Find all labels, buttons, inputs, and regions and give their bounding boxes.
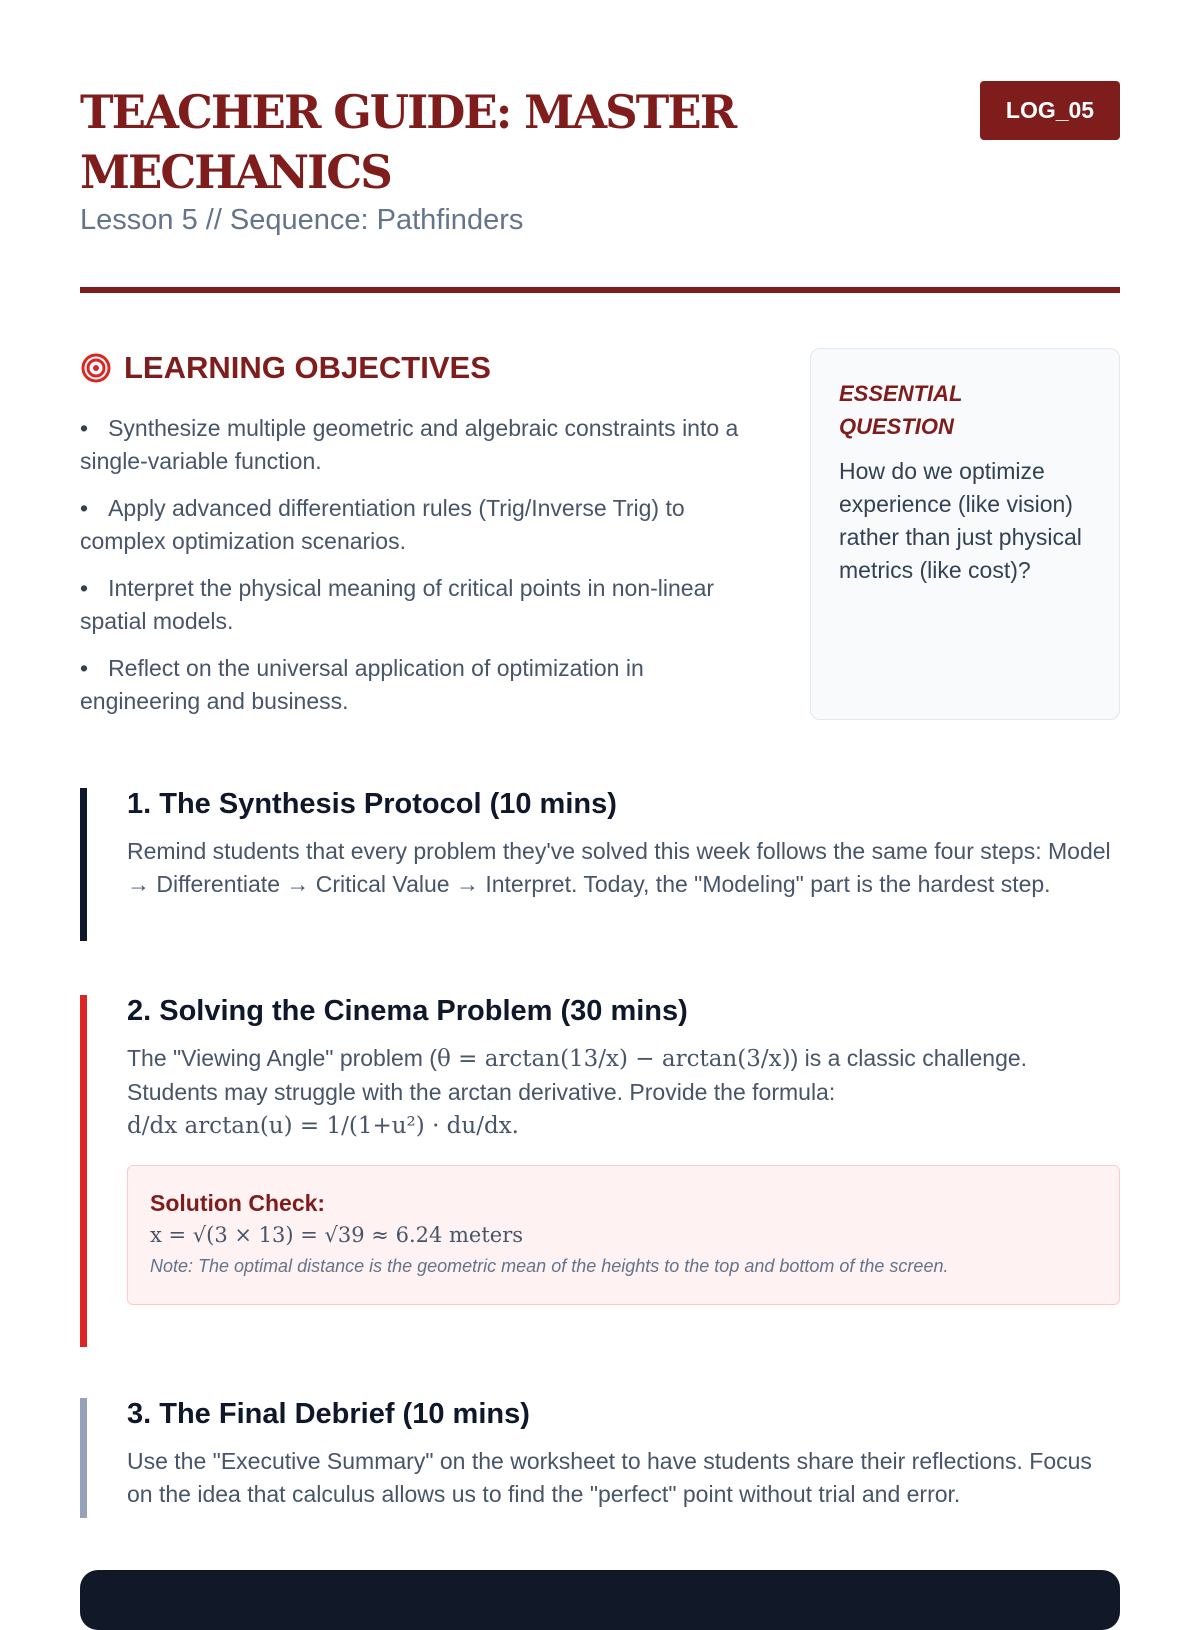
- objectives-title: LEARNING OBJECTIVES: [124, 350, 491, 385]
- essential-question-heading: ESSENTIAL QUESTION: [839, 381, 963, 439]
- objectives-list: [80, 412, 760, 732]
- solution-formula: x = √(3 × 13) = √39 ≈ 6.24 meters: [150, 1223, 524, 1247]
- header-divider: [80, 287, 1120, 293]
- section-cinema: [80, 995, 1120, 1347]
- footer-panel: [80, 1570, 1120, 1630]
- section-title: 3. The Final Debrief (10 mins): [127, 1398, 530, 1430]
- essential-question-text: How do we optimize experience (like vision) rather than just physical metrics (like cost)?: [839, 458, 1082, 583]
- objective-item: • Interpret the physical meaning of critical points in non-linear spatial models.: [80, 572, 760, 638]
- section-text: Remind students that every problem they've solved this week follows the same four steps: Model → Differentiate → Critical Value → Interpret. Today, the "Modeling" part is the hardest step.: [127, 838, 1111, 897]
- essential-question-card: [810, 348, 1120, 720]
- objective-item: • Synthesize multiple geometric and algebraic constraints into a single-variable function.: [80, 412, 760, 478]
- section-title: 2. Solving the Cinema Problem (30 mins): [127, 995, 688, 1027]
- section-debrief: [80, 1398, 1120, 1518]
- section-text: Use the "Executive Summary" on the worksheet to have students share their reflections. Focus on the idea that calculus allows us to find the "perfect" point without trial and error.: [127, 1448, 1092, 1507]
- objectives-heading: [80, 350, 491, 386]
- text-part: The "Viewing Angle" problem (: [127, 1045, 437, 1071]
- section-synthesis: [80, 788, 1120, 941]
- viewing-angle-formula: θ = arctan(13/x) − arctan(3/x): [436, 1046, 791, 1072]
- lesson-badge: LOG_05: [980, 81, 1120, 140]
- objective-item: • Apply advanced differentiation rules (Trig/Inverse Trig) to complex optimization scenarios.: [80, 492, 760, 558]
- section-text: [127, 1042, 1120, 1143]
- solution-note: Note: The optimal distance is the geometric mean of the heights to the top and bottom of the screen.: [150, 1256, 949, 1276]
- section-title: 1. The Synthesis Protocol (10 mins): [127, 788, 617, 820]
- objective-item: • Reflect on the universal application of optimization in engineering and business.: [80, 652, 760, 718]
- text-part: ) is a classic challenge. Students may struggle with the arctan derivative. Provide the formula:: [127, 1045, 1028, 1105]
- target-icon: [80, 352, 112, 384]
- page-title: TEACHER GUIDE: MASTER MECHANICS: [80, 85, 736, 199]
- solution-heading: Solution Check:: [150, 1190, 326, 1216]
- arctan-derivative-formula: d/dx arctan(u) = 1/(1+u²) · du/dx.: [127, 1113, 519, 1139]
- page-subtitle: Lesson 5 // Sequence: Pathfinders: [80, 204, 524, 236]
- solution-check-box: [127, 1165, 1120, 1305]
